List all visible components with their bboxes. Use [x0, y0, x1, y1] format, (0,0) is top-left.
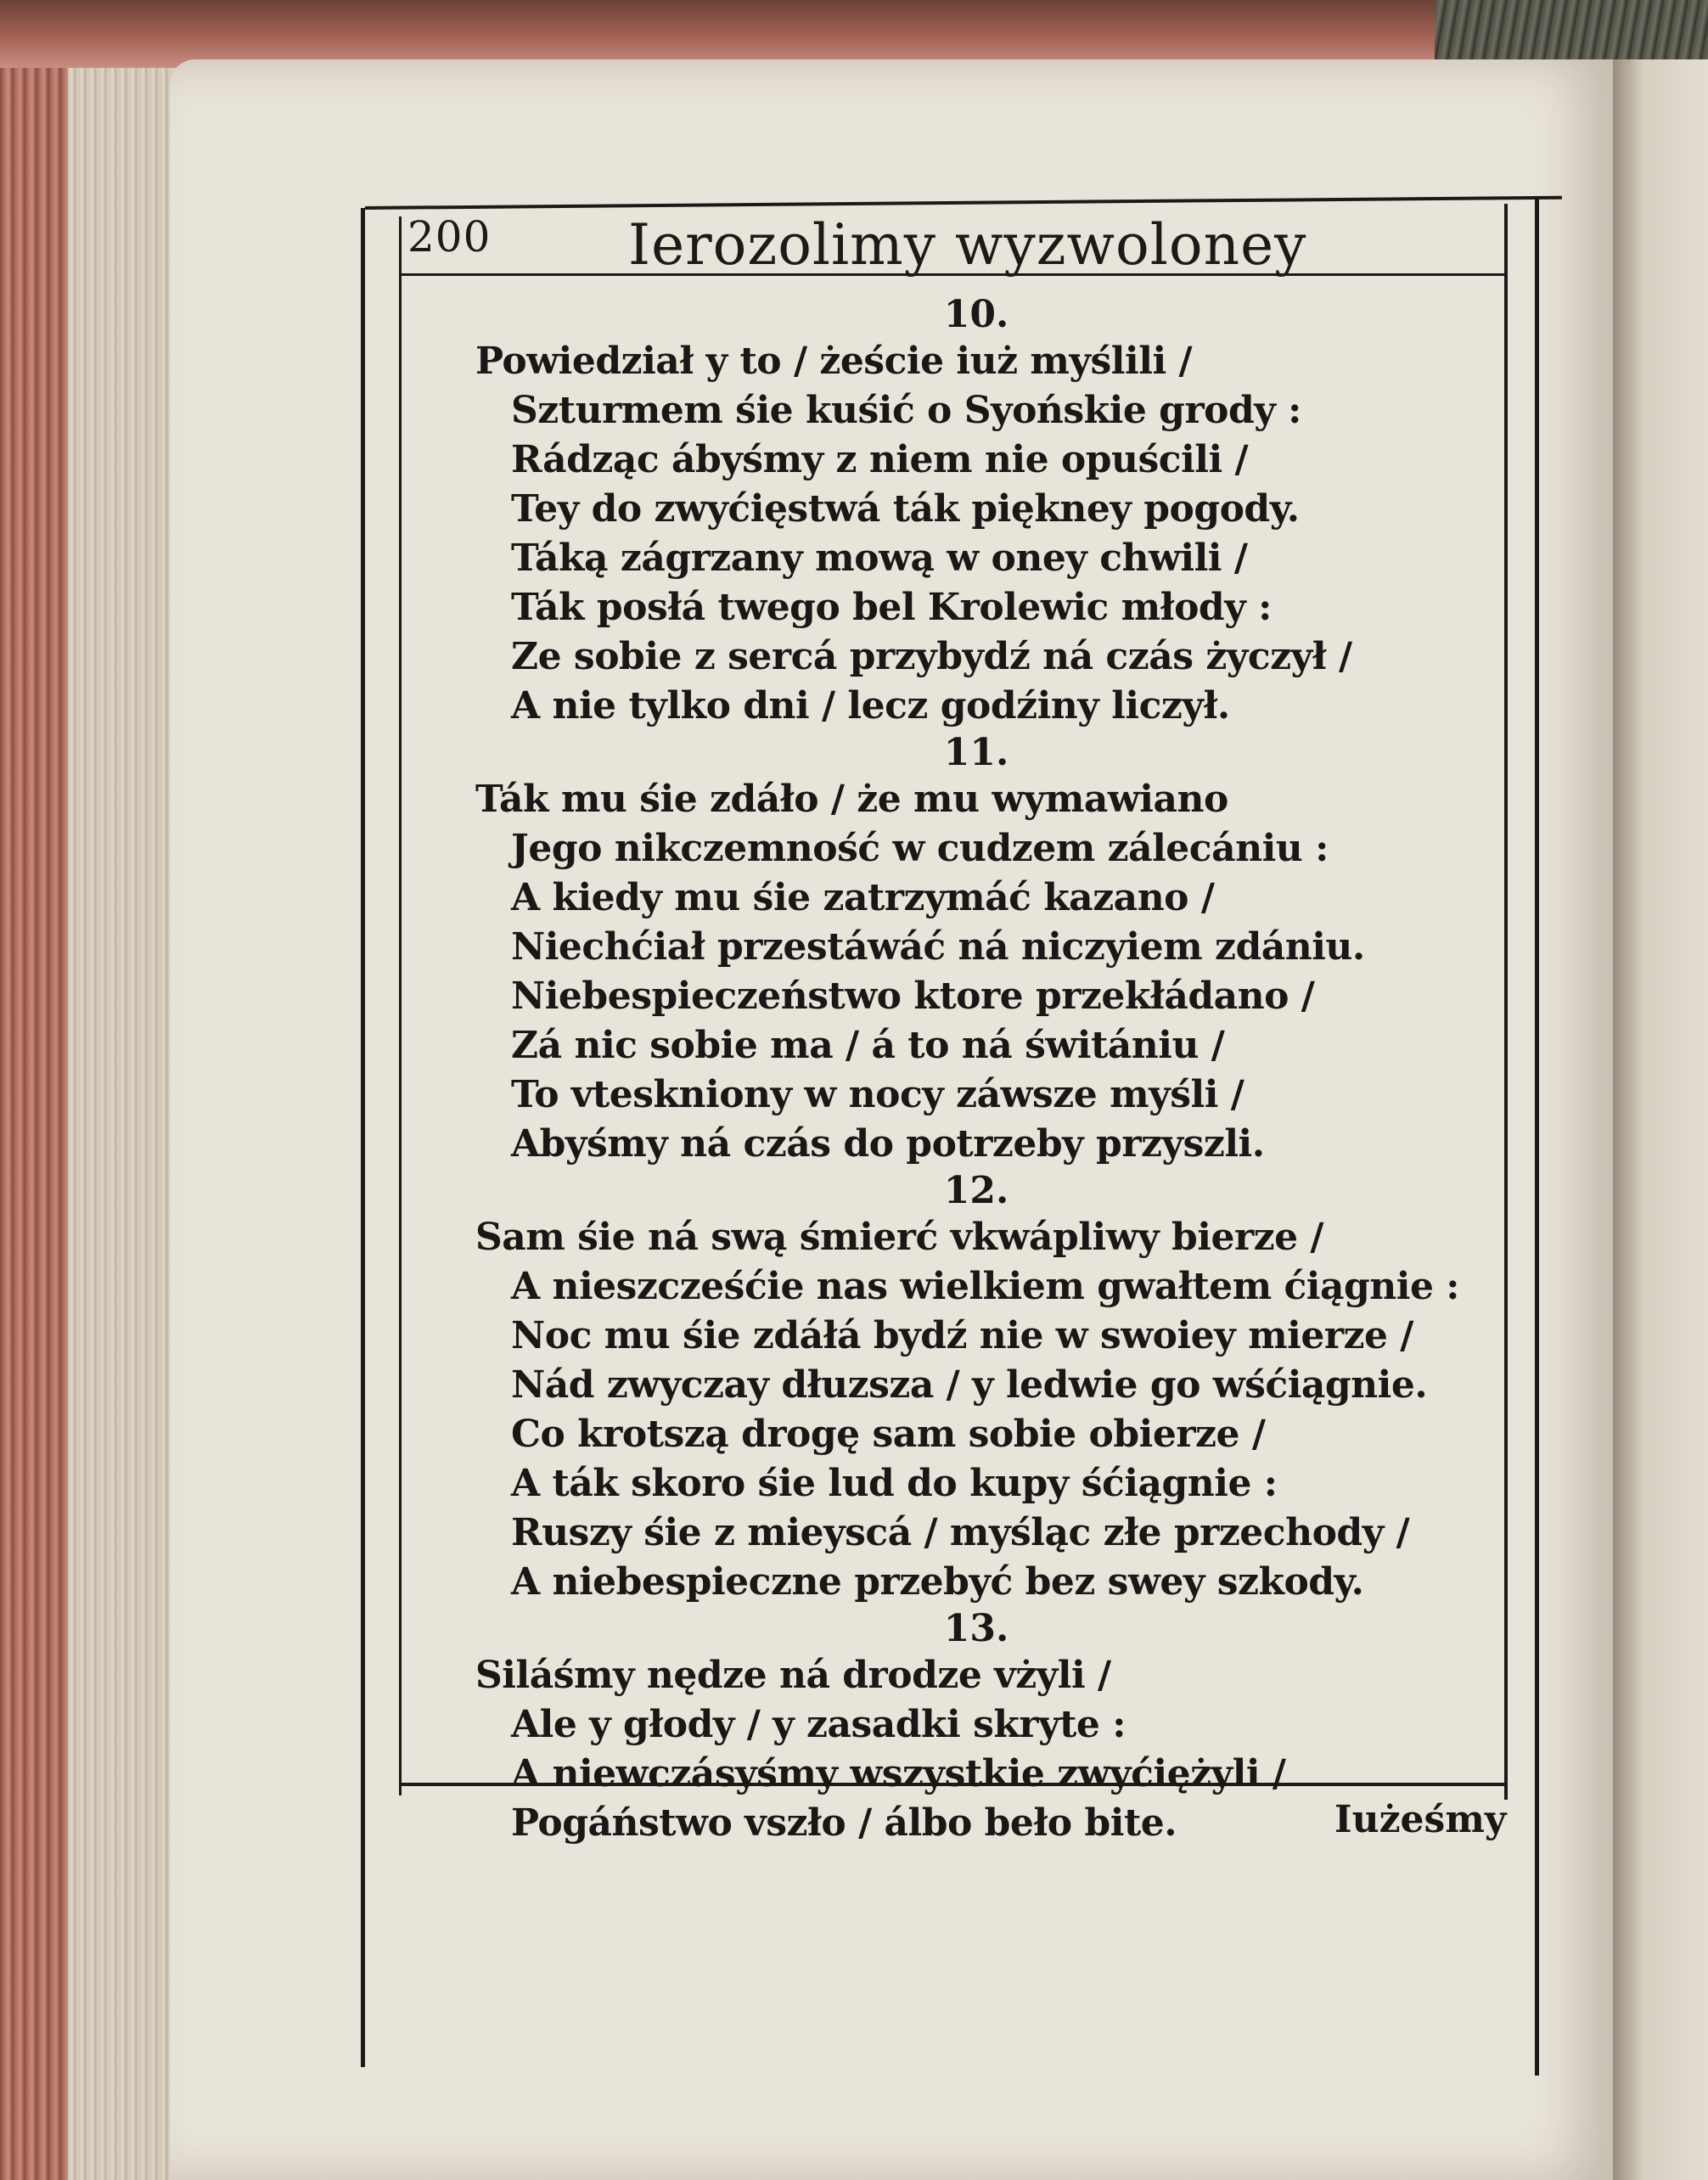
verse-line: A nie tylko dni / lecz godźiny liczył.	[511, 684, 1230, 728]
verse-line: Ták mu śie zdáło / że mu wymawiano	[475, 778, 1228, 821]
stanza-number: 13.	[943, 1607, 1009, 1650]
frame-rule-left-outer	[361, 208, 365, 2067]
verse-line: Powiedział y to / żeście iuż myślili /	[475, 340, 1193, 383]
running-title: Ierozolimy wyzwoloney	[628, 212, 1307, 278]
verse-line: Jego nikczemność w cudzem zálecániu :	[511, 827, 1329, 870]
verse-line: Niebespieczeństwo ktore przekłádano /	[511, 975, 1315, 1018]
verse-line: Ze sobie z sercá przybydź ná czás życzył /	[511, 635, 1352, 678]
verse-line: Rádząc ábyśmy z niem nie opuścili /	[511, 438, 1249, 481]
catchword: Iużeśmy	[1334, 1798, 1507, 1841]
verse-line: Pogáństwo vszło / álbo beło bite.	[511, 1801, 1177, 1845]
frame-rule-left-inner	[399, 216, 402, 1795]
stanza-number: 12.	[943, 1169, 1009, 1212]
frame-rule-right-outer	[1535, 199, 1539, 2076]
verse-line: Ale y głody / y zasadki skryte :	[511, 1703, 1126, 1746]
verse-line: A niewczásyśmy wszystkie zwyćiężyli /	[511, 1752, 1286, 1795]
verse-line: Zá nic sobie ma / á to ná świtániu /	[511, 1024, 1225, 1067]
verse-line: A nieszcześćie nas wielkiem gwałtem ćiągnie :	[511, 1265, 1460, 1308]
page-stack-edge	[68, 59, 187, 2180]
verse-line: Ták posłá twego bel Krolewic młody :	[511, 586, 1272, 629]
verse-line: A niebespieczne przebyć bez swey szkody.	[511, 1560, 1364, 1604]
verse-line: Táką zágrzany mową w oney chwili /	[511, 537, 1248, 580]
stanza-number: 11.	[943, 731, 1009, 774]
verse-line: To vteskniony w nocy záwsze myśli /	[511, 1073, 1244, 1116]
verse-line: Tey do zwyćięstwá ták piękney pogody.	[511, 487, 1300, 531]
frame-rule-right-inner	[1504, 204, 1508, 1800]
verse-line: A ták skoro śie lud do kupy śćiągnie :	[511, 1462, 1278, 1505]
verse-line: Ruszy śie z mieyscá / myśląc złe przechody /	[511, 1511, 1410, 1554]
facing-page-edge	[1609, 59, 1708, 2180]
book-cover-top	[0, 0, 1494, 68]
verse-line: Nád zwyczay dłuzsza / y ledwie go wśćiągnie.	[511, 1363, 1428, 1407]
verse-line: Szturmem śie kuśić o Syońskie grody :	[511, 389, 1301, 432]
verse-line: Abyśmy ná czás do potrzeby przyszli.	[511, 1122, 1265, 1166]
page-number: 200	[407, 212, 492, 261]
verse-line: Siláśmy nędze ná drodze vżyli /	[475, 1654, 1111, 1697]
verse-line: Noc mu śie zdáłá bydź nie w swoiey mierze /	[511, 1314, 1413, 1357]
stanza-number: 10.	[943, 293, 1009, 336]
verse-line: Niechćiał przestáwáć ná niczyiem zdániu.	[511, 925, 1365, 969]
verse-line: A kiedy mu śie zatrzymáć kazano /	[511, 876, 1215, 919]
verse-line: Co krotszą drogę sam sobie obierze /	[511, 1413, 1266, 1456]
verse-line: Sam śie ná swą śmierć vkwápliwy bierze /	[475, 1216, 1324, 1259]
